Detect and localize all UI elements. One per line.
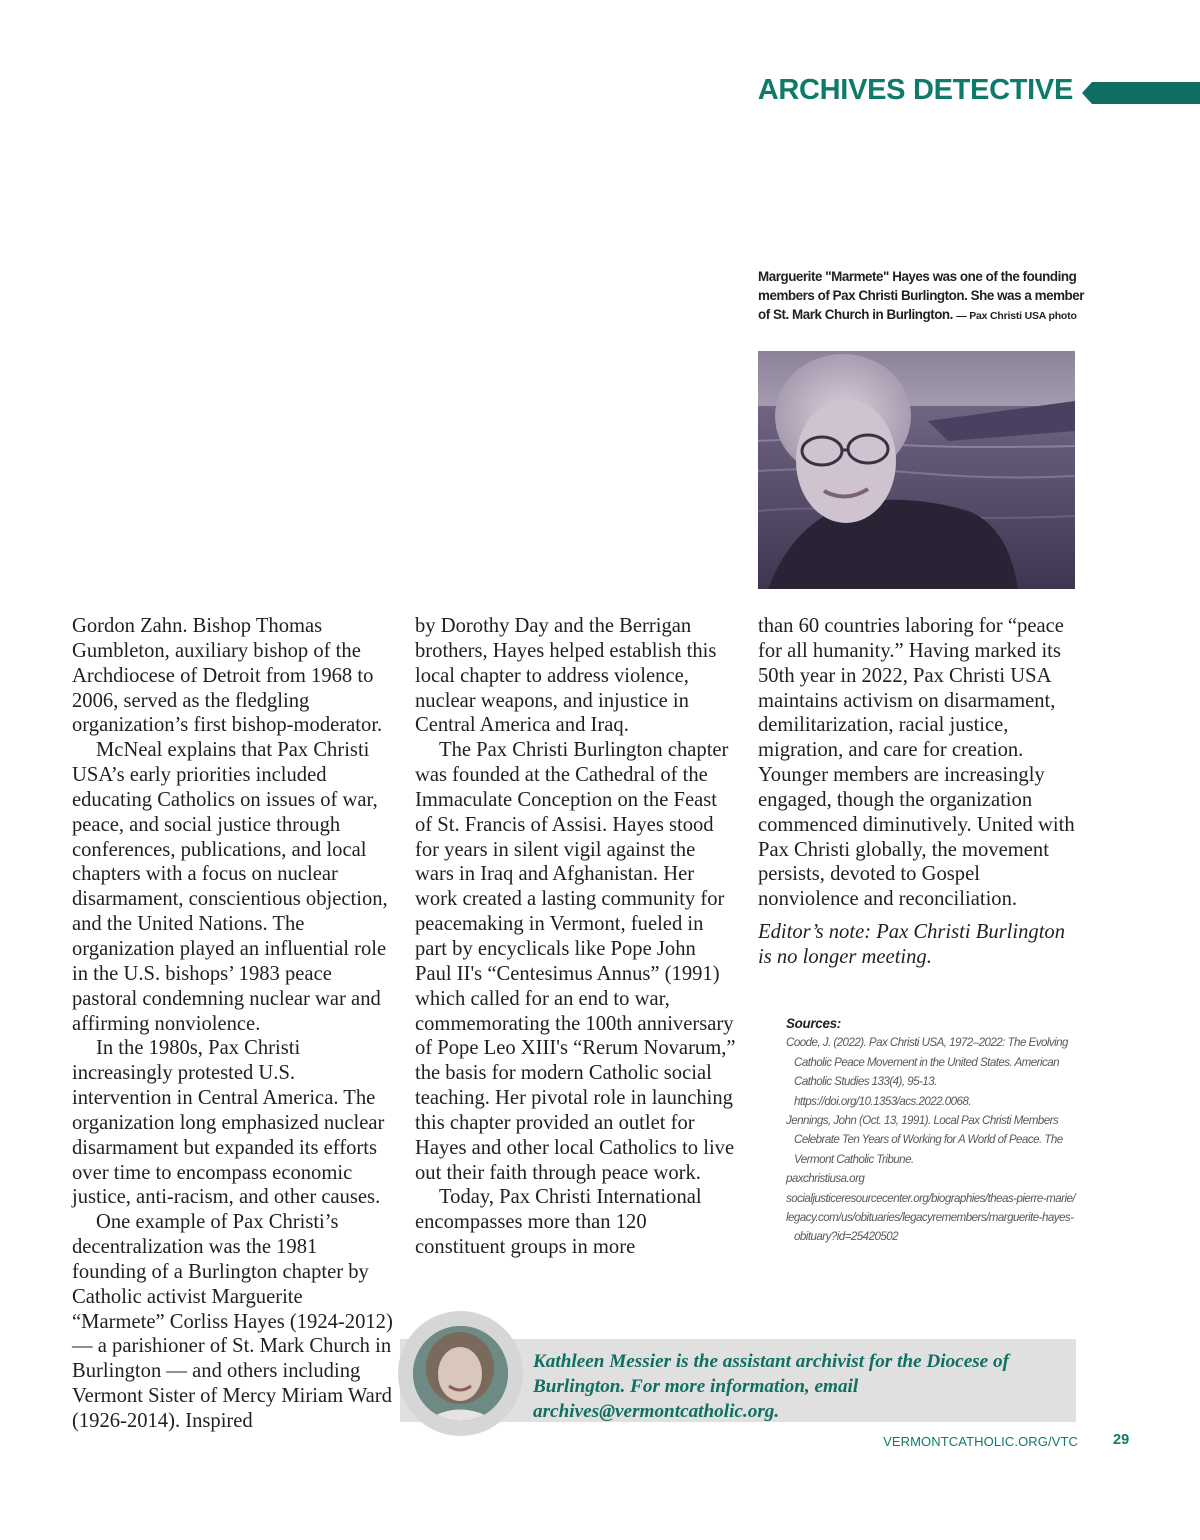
photo-credit: — Pax Christi USA photo [956,310,1077,322]
source-item: Jennings, John (Oct. 13, 1991). Local Pax Christi Members Celebrate Ten Years of Working for A World of Peace. The Vermont Catholic Tribune. [786,1114,1063,1166]
article-paragraph: Gordon Zahn. Bishop Thomas Gumbleton, auxiliary bishop of the Archdiocese of Detroit from 1968 to 2006, served as the fledgling organization’s first bishop-moderator. [72,615,383,737]
author-bio: Kathleen Messier is the assistant archivist for the Diocese of Burlington. For more information, email archives@vermontcatholic.org. [533,1351,1009,1422]
article-column-3 [758,614,1078,970]
sources-list [786,1014,1086,1247]
page-number: 29 [1113,1432,1130,1448]
source-item: paxchristiusa.org [786,1172,865,1186]
source-item: socialjusticeresourcecenter.org/biographies/theas-pierre-marie/ [786,1191,1076,1205]
source-item: legacy.com/us/obituaries/legacyremembers/marguerite-hayes-obituary?id=25420502 [786,1211,1074,1244]
article-paragraph: by Dorothy Day and the Berrigan brothers, Hayes helped establish this local chapter to address violence, nuclear weapons, and injustice in Central America and Iraq. [415,615,717,737]
article-paragraph: One example of Pax Christi’s decentralization was the 1981 founding of a Burlington chapter by Catholic activist Marguerite “Marmete” Corliss Hayes (1924-2012) — a parishioner of St. Mark Church in Burlington — and others including Vermont Sister of Mercy Miriam Ward (1926-2014). Inspired [72,1211,393,1432]
photo-caption [758,267,1088,326]
article-column-1 [72,614,394,1434]
source-item: Coode, J. (2022). Pax Christi USA, 1972–2022: The Evolving Catholic Peace Movement in the United States. American Catholic Studies 133(4), 95-13. https://doi.org/10.1353/acs.2022.0068. [786,1036,1068,1108]
sources-title: Sources: [786,1016,841,1031]
author-photo [413,1326,508,1421]
article-paragraph: than 60 countries laboring for “peace for all humanity.” Having marked its 50th year in 2022, Pax Christi USA maintains activism on disarmament, demilitarization, racial justice, migration, and care for creation. Younger members are increasingly engaged, though the organization commenced diminutively. United with Pax Christi globally, the movement persists, devoted to Gospel nonviolence and reconciliation. [758,615,1075,911]
editor-note: Editor’s note: Pax Christi Burlington is no longer meeting. [758,921,1066,969]
article-paragraph: Today, Pax Christi International encompasses more than 120 constituent groups in more [415,1186,702,1259]
section-tab-marker [1082,82,1200,104]
photo-caption-text: Marguerite "Marmete" Hayes was one of the founding members of Pax Christi Burlington. She was a member of St. Mark Church in Burlington. [758,269,1085,322]
portrait-photo-marguerite-hayes [758,351,1075,589]
article-paragraph: In the 1980s, Pax Christi increasingly protested U.S. intervention in Central America. The organization long emphasized nuclear disarmament but expanded its efforts over time to encompass economic justice, anti-racism, and other causes. [72,1037,385,1209]
article-paragraph: McNeal explains that Pax Christi USA’s early priorities included educating Catholics on issues of war, peace, and social justice through conferences, publications, and local chapters with a focus on nuclear disarmament, conscientious objection, and the United Nations. The organization played an influential role in the U.S. bishops’ 1983 peace pastoral condemning nuclear war and affirming nonviolence. [72,739,388,1035]
section-title: ARCHIVES DETECTIVE [757,74,1073,106]
article-column-2 [415,614,737,1260]
article-paragraph: The Pax Christi Burlington chapter was founded at the Cathedral of the Immaculate Conception on the Feast of St. Francis of Assisi. Hayes stood for years in silent vigil against the wars in Iraq and Afghanistan. Her work created a lasting community for peacemaking in Vermont, fueled in part by encyclicals like Pope John Paul II's “Centesimus Annus” (1991) which called for an end to war, commemorating the 100th anniversary of Pope Leo XIII's “Rerum Novarum,” the basis for modern Catholic social teaching. Her pivotal role in launching this chapter provided an outlet for Hayes and other local Catholics to live out their faith through peace work. [415,739,736,1184]
footer-url: VERMONTCATHOLIC.ORG/VTC [883,1434,1078,1449]
